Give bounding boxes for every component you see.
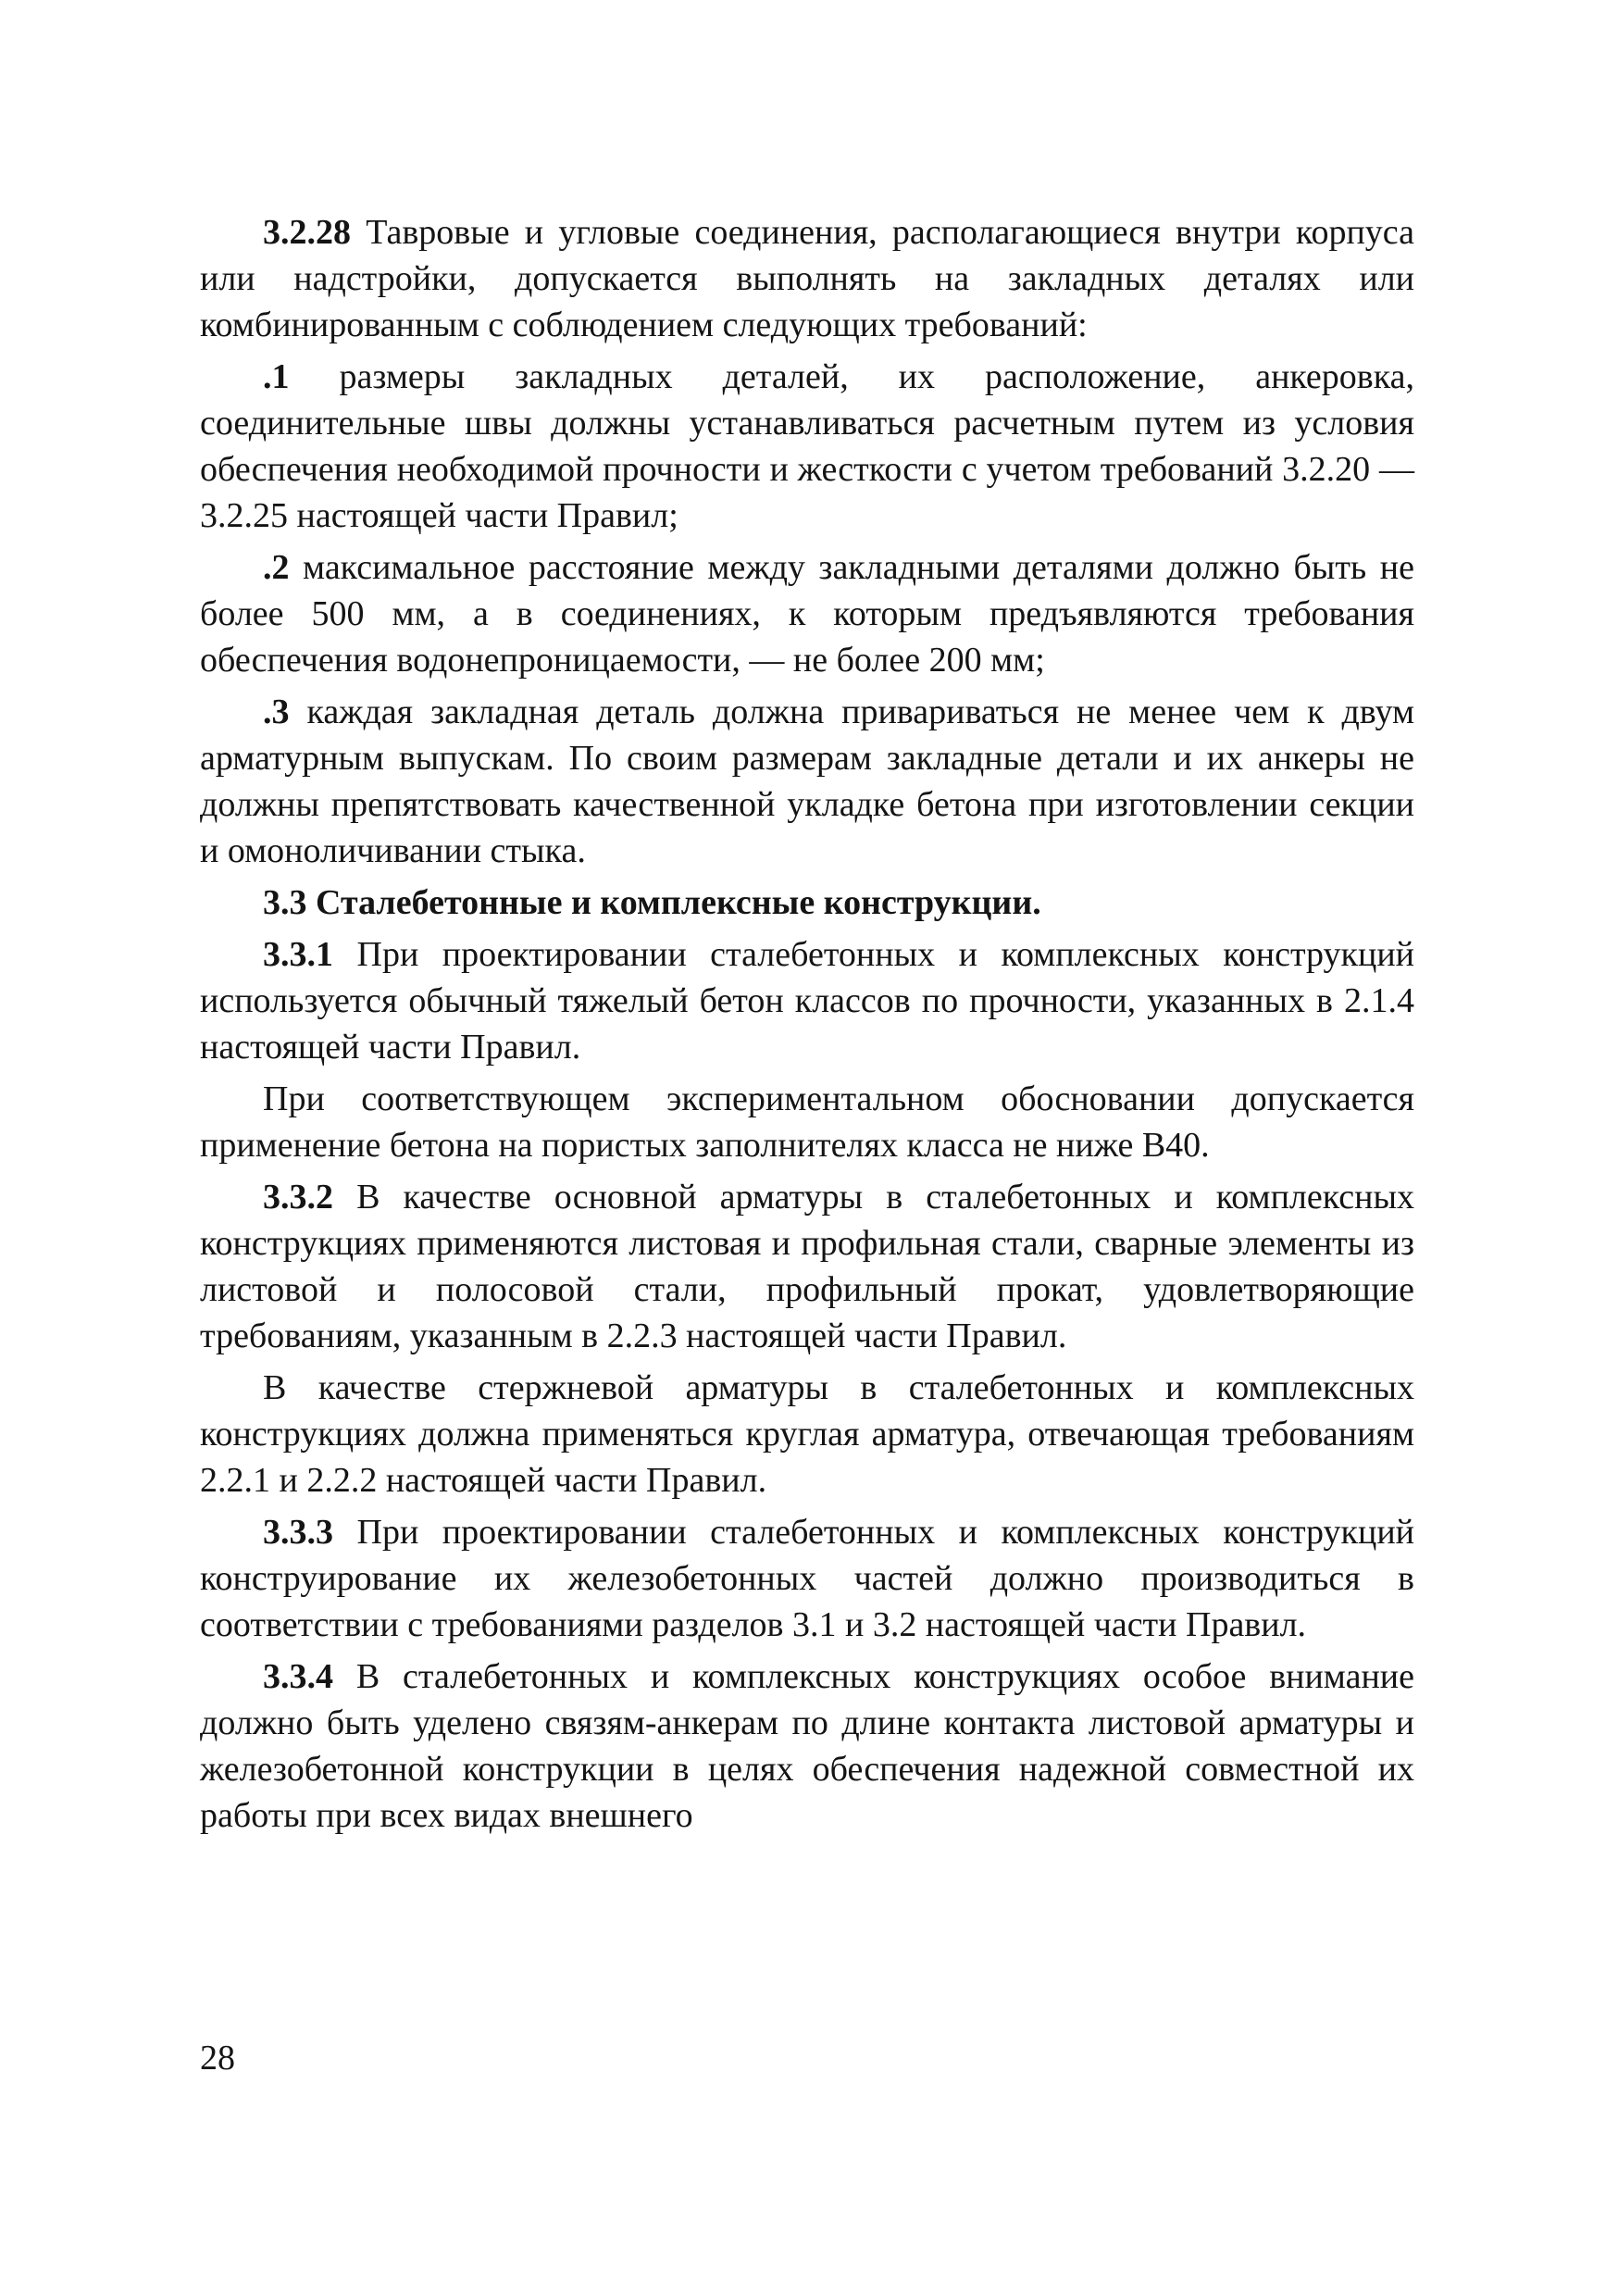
page-number: 28: [200, 2039, 235, 2078]
clause-text: размеры закладных деталей, их расположение, анкеровка, соединительные швы должны устанавливаться расчетным путем из условия обеспечения необходимой прочности и жесткости с учетом требований 3.2.20 — 3.2.25 настоящей части Правил;: [200, 357, 1414, 535]
clause-text: Тавровые и угловые соединения, располагающиеся внутри корпуса или надстройки, допускается выполнять на закладных деталях или комбинированным с соблюдением следующих требований:: [200, 213, 1414, 344]
paragraph-3-3-1-continued: [200, 1076, 1414, 1168]
clause-number: .2: [263, 548, 290, 587]
paragraph-3-2-28: [200, 209, 1414, 348]
paragraph-3-3-2: [200, 1174, 1414, 1359]
clause-number: .3: [263, 693, 290, 731]
document-body: [200, 209, 1414, 1844]
section-heading-3-3: 3.3 Сталебетонные и комплексные конструкции.: [263, 883, 1041, 922]
list-item-3: [200, 689, 1414, 874]
clause-text: При проектировании сталебетонных и комплексных конструкций конструирование их железобетонных частей должно производиться в соответствии с требованиями разделов 3.1 и 3.2 настоящей части Правил.: [200, 1513, 1414, 1644]
clause-text: При проектировании сталебетонных и комплексных конструкций используется обычный тяжелый бетон классов по прочности, указанных в 2.1.4 настоящей части Правил.: [200, 935, 1414, 1067]
paragraph-3-3-1: [200, 931, 1414, 1070]
clause-text: В качестве стержневой арматуры в сталебетонных и комплексных конструкциях должна применяться круглая арматура, отвечающая требованиям 2.2.1 и 2.2.2 настоящей части Правил.: [200, 1368, 1414, 1500]
paragraph-3-3-2-continued: [200, 1365, 1414, 1504]
clause-number: 3.3.3: [263, 1513, 333, 1552]
clause-text: каждая закладная деталь должна привариваться не менее чем к двум арматурным выпускам. По своим размерам закладные детали и их анкеры не должны препятствовать качественной укладке бетона при изготовлении секции и омоноличивании стыка.: [200, 693, 1414, 870]
clause-number: 3.3.4: [263, 1657, 333, 1696]
clause-number: .1: [263, 357, 290, 396]
clause-text: В качестве основной арматуры в сталебетонных и комплексных конструкциях применяются листовая и профильная стали, сварные элементы из листовой и полосовой стали, профильный прокат, удовлетворяющие требованиям, указанным в 2.2.3 настоящей части Правил.: [200, 1178, 1414, 1355]
list-item-1: [200, 354, 1414, 539]
clause-number: 3.3.2: [263, 1178, 333, 1217]
clause-text: В сталебетонных и комплексных конструкциях особое внимание должно быть уделено связям-анкерам по длине контакта листовой арматуры и железобетонной конструкции в целях обеспечения надежной совместной их работы при всех видах внешнего: [200, 1657, 1414, 1835]
list-item-2: [200, 544, 1414, 683]
clause-number: 3.2.28: [263, 213, 351, 252]
paragraph-3-3-4: [200, 1653, 1414, 1839]
clause-text: максимальное расстояние между закладными деталями должно быть не более 500 мм, а в соединениях, к которым предъявляются требования обеспечения водонепроницаемости, — не более 200 мм;: [200, 548, 1414, 680]
clause-number: 3.3.1: [263, 935, 333, 974]
paragraph-3-3-3: [200, 1509, 1414, 1648]
clause-text: При соответствующем экспериментальном обосновании допускается применение бетона на пористых заполнителях класса не ниже B40.: [200, 1079, 1414, 1165]
